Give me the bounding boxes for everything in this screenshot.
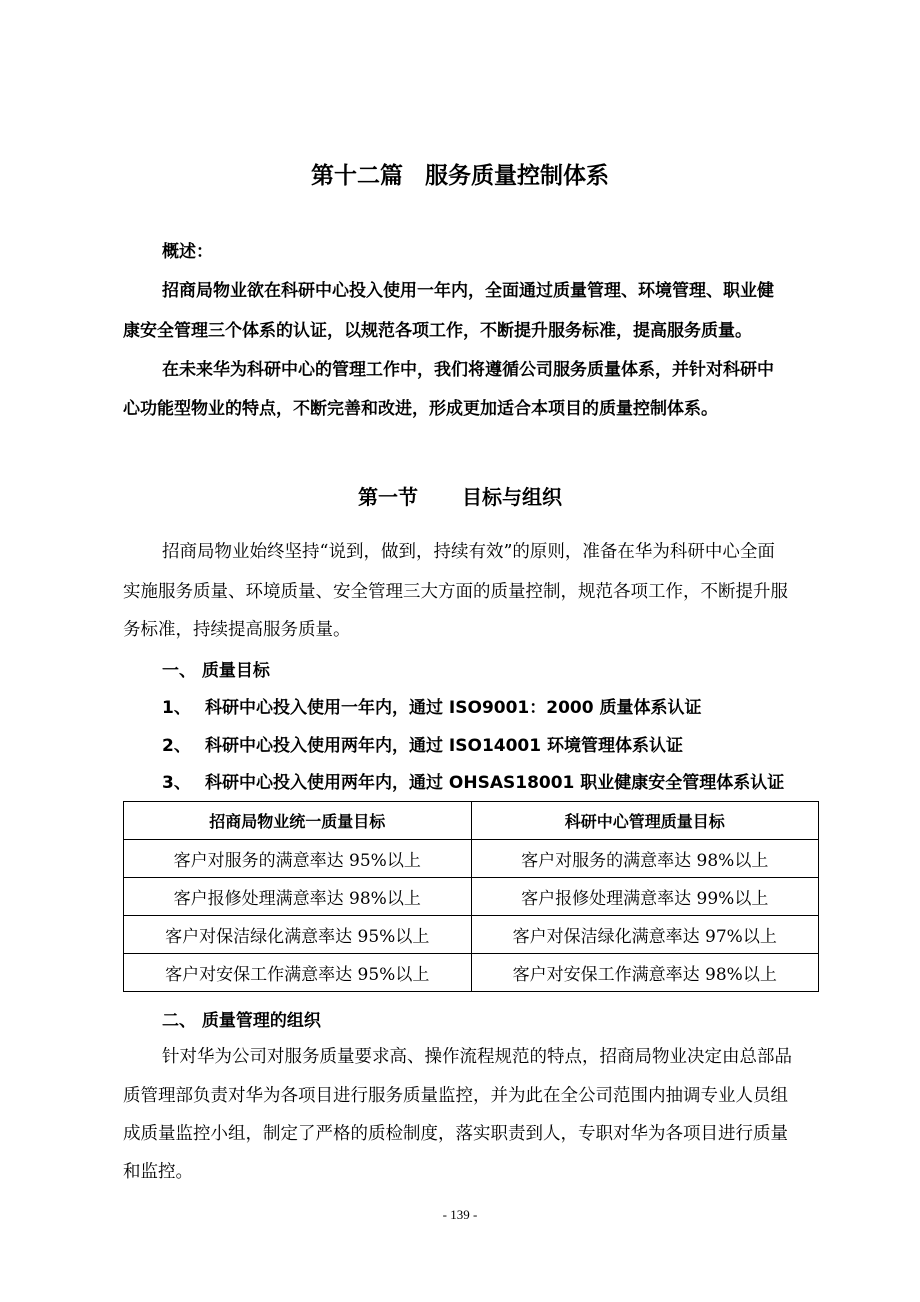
section-intro-line-1: 招商局物业始终坚持“说到，做到，持续有效”的原则，准备在华为科研中心全面: [162, 542, 775, 562]
table-row: [124, 916, 819, 954]
overview-paragraph-1-line-1: 招商局物业欲在科研中心投入使用一年内，全面通过质量管理、环境管理、职业健: [162, 281, 774, 301]
quality-org-heading: 二、 质量管理的组织: [162, 1011, 321, 1031]
chapter-number: 第十二篇: [311, 163, 403, 189]
section-title: 目标与组织: [462, 485, 562, 509]
quality-goal-number: 1、: [162, 698, 191, 718]
quality-goal-item: [162, 693, 702, 718]
table-cell: 客户对安保工作满意率达 95%以上: [124, 954, 472, 992]
table-header-center-goal: 科研中心管理质量目标: [471, 802, 819, 840]
chapter-name: 服务质量控制体系: [425, 163, 609, 189]
quality-goal-text: 科研中心投入使用一年内，通过 ISO9001：2000 质量体系认证: [205, 698, 702, 718]
quality-goals-heading: 一、 质量目标: [162, 661, 270, 681]
quality-goal-text: 科研中心投入使用两年内，通过 OHSAS18001 职业健康安全管理体系认证: [205, 773, 785, 793]
table-cell: 客户报修处理满意率达 98%以上: [124, 878, 472, 916]
table-row: [124, 954, 819, 992]
table-header-company-goal: 招商局物业统一质量目标: [124, 802, 472, 840]
overview-paragraph-2-line-1: 在未来华为科研中心的管理工作中，我们将遵循公司服务质量体系，并针对科研中: [162, 360, 774, 380]
section-heading: [0, 481, 920, 510]
table-cell: 客户对保洁绿化满意率达 95%以上: [124, 916, 472, 954]
table-row: [124, 840, 819, 878]
quality-org-line-3: 成质量监控小组，制定了严格的质检制度，落实职责到人，专职对华为各项目进行质量: [123, 1124, 788, 1144]
overview-paragraph-2-line-2: 心功能型物业的特点，不断完善和改进，形成更加适合本项目的质量控制体系。: [123, 399, 718, 419]
overview-paragraph-1-line-2: 康安全管理三个体系的认证，以规范各项工作，不断提升服务标准，提高服务质量。: [123, 321, 752, 341]
quality-goal-item: [162, 768, 784, 793]
quality-org-line-2: 质管理部负责对华为各项目进行服务质量监控，并为此在全公司范围内抽调专业人员组: [123, 1086, 788, 1106]
table-cell: 客户对保洁绿化满意率达 97%以上: [471, 916, 819, 954]
quality-org-line-4: 和监控。: [123, 1162, 193, 1182]
section-number: 第一节: [358, 485, 418, 509]
page-title: [0, 157, 920, 190]
section-intro-line-2: 实施服务质量、环境质量、安全管理三大方面的质量控制，规范各项工作，不断提升服: [123, 582, 788, 602]
quality-goal-item: [162, 731, 683, 756]
quality-goals-table: [123, 801, 819, 992]
section-intro-line-3: 务标准，持续提高服务质量。: [123, 620, 351, 640]
quality-goal-number: 3、: [162, 773, 191, 793]
overview-heading: 概述：: [162, 242, 213, 262]
table-header-row: [124, 802, 819, 840]
quality-goal-number: 2、: [162, 736, 191, 756]
table-cell: 客户报修处理满意率达 99%以上: [471, 878, 819, 916]
table-row: [124, 878, 819, 916]
table-cell: 客户对安保工作满意率达 98%以上: [471, 954, 819, 992]
table-cell: 客户对服务的满意率达 95%以上: [124, 840, 472, 878]
page-number: - 139 -: [442, 1207, 478, 1222]
quality-goal-text: 科研中心投入使用两年内，通过 ISO14001 环境管理体系认证: [205, 736, 683, 756]
quality-org-line-1: 针对华为公司对服务质量要求高、操作流程规范的特点，招商局物业决定由总部品: [162, 1047, 792, 1067]
table-cell: 客户对服务的满意率达 98%以上: [471, 840, 819, 878]
